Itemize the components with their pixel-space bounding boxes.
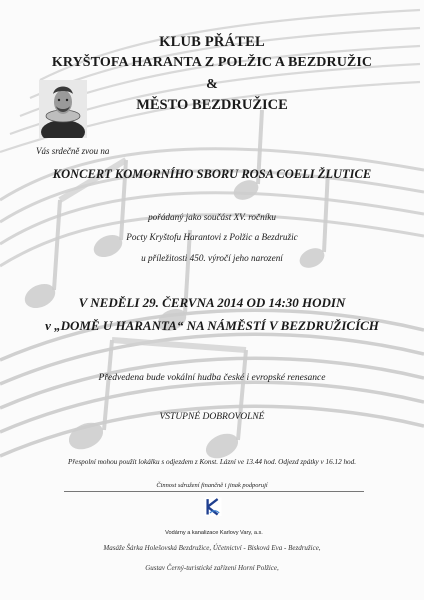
ampersand: & — [206, 77, 218, 92]
divider — [64, 491, 364, 492]
sponsor-company: Vodárny a kanalizace Karlovy Vary, a.s. — [165, 530, 263, 536]
event-venue: v „DOMĚ U HARANTA“ NA NÁMĚSTÍ V BEZDRUŽICÍCH — [45, 318, 379, 333]
concert-title: KONCERT KOMORNÍHO SBORU ROSA COELI ŽLUTICE — [52, 167, 372, 181]
support-note: Činnost sdružení finančně i jinak podporují — [156, 482, 268, 489]
organizer-town: MĚSTO BEZDRUŽICE — [136, 97, 288, 113]
organizer-club: KLUB PŘÁTEL — [159, 34, 265, 50]
transport-info: Přespolní mohou použít lokálku s odjezdem z Konst. Lázní ve 13.44 hod. Odjezd zpátky v 16.12 hod. — [67, 458, 357, 466]
program-description: Předvedena bude vokální hudba české i evropské renesance — [98, 373, 326, 383]
occasion-line-1: pořádaný jako součást XV. ročníku — [148, 212, 276, 222]
occasion-line-2: Pocty Kryštofu Harantovi z Polžic a Bezdružic — [126, 232, 298, 242]
vodarny-logo — [157, 496, 269, 530]
invite-text: Vás srdečně zvou na — [36, 146, 110, 156]
harant-portrait — [39, 80, 87, 138]
event-datetime: V NEDĚLI 29. ČERVNA 2014 OD 14:30 HODIN — [78, 295, 346, 310]
sponsors-line-1: Masáže Šárka Holešovská Bezdružice, Účetnictví - Bisková Eva - Bezdružice, — [103, 544, 321, 552]
occasion-line-3: u příležitosti 450. výročí jeho narození — [141, 253, 283, 263]
organizer-club-name: KRYŠTOFA HARANTA Z POLŽIC A BEZDRUŽIC — [51, 55, 373, 70]
entry-fee: VSTUPNÉ DOBROVOLNÉ — [159, 412, 265, 422]
sponsors-line-2: Gustav Černý-turistické zařízení Horní Polžice, — [145, 564, 279, 572]
